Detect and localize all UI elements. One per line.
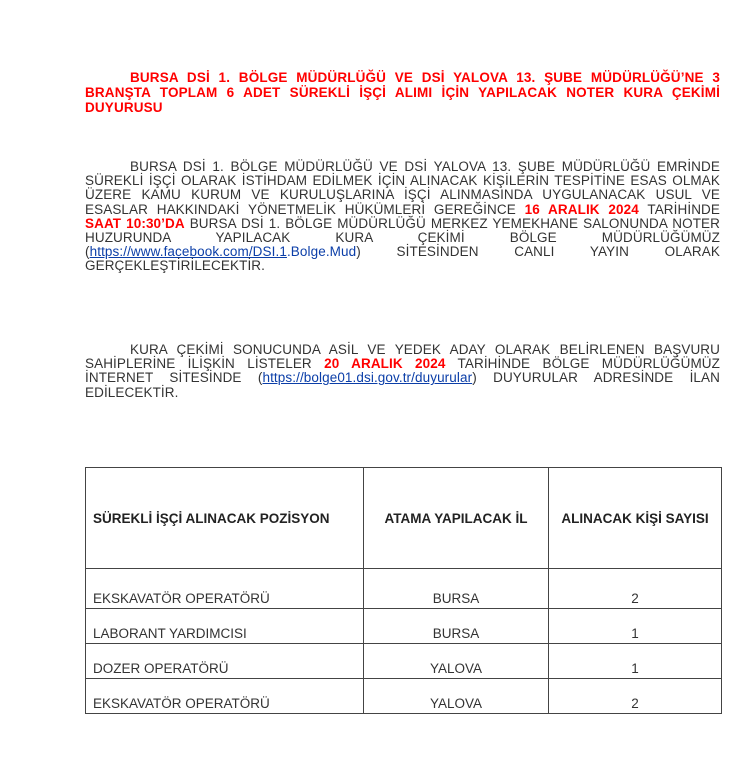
- results-announcement-paragraph: [85, 343, 720, 400]
- cell-province: BURSA: [364, 569, 549, 609]
- table-header-row: [86, 468, 722, 569]
- positions-table: [85, 467, 722, 714]
- results-date: 20 ARALIK 2024: [324, 356, 446, 372]
- cell-count: 2: [549, 679, 722, 714]
- header-count: ALINACAK KİŞİ SAYISI: [549, 468, 722, 569]
- facebook-link-suffix[interactable]: .Bolge.Mud: [286, 244, 357, 260]
- para2-text-1: KURA ÇEKİMİ SONUCUNDA ASİL VE YEDEK ADAY OLARAK BELİRLENEN BAŞVURU SAHİPLERİNE İLİŞKİN LİSTELER: [85, 342, 720, 372]
- cell-province: YALOVA: [364, 644, 549, 679]
- cell-position: EKSKAVATÖR OPERATÖRÜ: [86, 679, 364, 714]
- cell-province: BURSA: [364, 609, 549, 644]
- announcements-link[interactable]: https://bolge01.dsi.gov.tr/duyurular: [262, 370, 473, 386]
- cell-position: LABORANT YARDIMCISI: [86, 609, 364, 644]
- facebook-link[interactable]: https://www.facebook.com/DSI.1: [89, 244, 287, 260]
- cell-position: EKSKAVATÖR OPERATÖRÜ: [86, 569, 364, 609]
- para1-text-4: ) SİTESİNDEN CANLI YAYIN OLARAK GERÇEKLEŞTİRİLECEKTİR.: [85, 244, 720, 274]
- para1-text-1: BURSA DSİ 1. BÖLGE MÜDÜRLÜĞÜ VE DSİ YALOVA 13. ŞUBE MÜDÜRLÜĞÜ EMRİNDE SÜREKLİ İŞÇİ OLARAK İSTİHDAM EDİLMEK İÇİN ALINACAK KİŞİLERİN TESPİTİNE ESAS OLMAK ÜZERE KAMU KURUM VE KURULUŞLARINA İŞÇİ ALINMASINDA UYGULANACAK USUL VE ESASLAR HAKKINDAKİ YÖNETMELİK HÜKÜMLERİ GEREĞİNCE: [85, 159, 720, 217]
- para2-text-2: TARİHİNDE BÖLGE MÜDÜRLÜĞÜMÜZ İNTERNET SİTESİNDE (: [85, 356, 720, 386]
- draw-date: 16 ARALIK 2024: [524, 201, 639, 217]
- table-row: [86, 569, 722, 609]
- para1-text-2: TARİHİNDE: [638, 201, 720, 217]
- draw-time: SAAT 10:30’DA: [85, 215, 185, 231]
- header-position: SÜREKLİ İŞÇİ ALINACAK POZİSYON: [86, 468, 364, 569]
- header-province: ATAMA YAPILACAK İL: [364, 468, 549, 569]
- table-row: [86, 609, 722, 644]
- cell-count: 2: [549, 569, 722, 609]
- para2-text-3: ) DUYURULAR ADRESİNDE İLAN EDİLECEKTİR.: [85, 370, 720, 400]
- cell-position: DOZER OPERATÖRÜ: [86, 644, 364, 679]
- para1-text-3: BURSA DSİ 1. BÖLGE MÜDÜRLÜĞÜ MERKEZ YEMEKHANE SALONUNDA NOTER HUZURUNDA YAPILACAK KURA ÇEKİMİ BÖLGE MÜDÜRLÜĞÜMÜZ (: [85, 215, 721, 260]
- cell-count: 1: [549, 644, 722, 679]
- table-row: [86, 644, 722, 679]
- draw-announcement-paragraph: [85, 160, 720, 274]
- announcement-title: BURSA DSİ 1. BÖLGE MÜDÜRLÜĞÜ VE DSİ YALOVA 13. ŞUBE MÜDÜRLÜĞÜ’NE 3 BRANŞTA TOPLAM 6 ADET SÜREKLİ İŞÇİ ALIMI İÇİN YAPILACAK NOTER KURA ÇEKİMİ DUYURUSU: [85, 70, 720, 115]
- table-row: [86, 679, 722, 714]
- cell-count: 1: [549, 609, 722, 644]
- cell-province: YALOVA: [364, 679, 549, 714]
